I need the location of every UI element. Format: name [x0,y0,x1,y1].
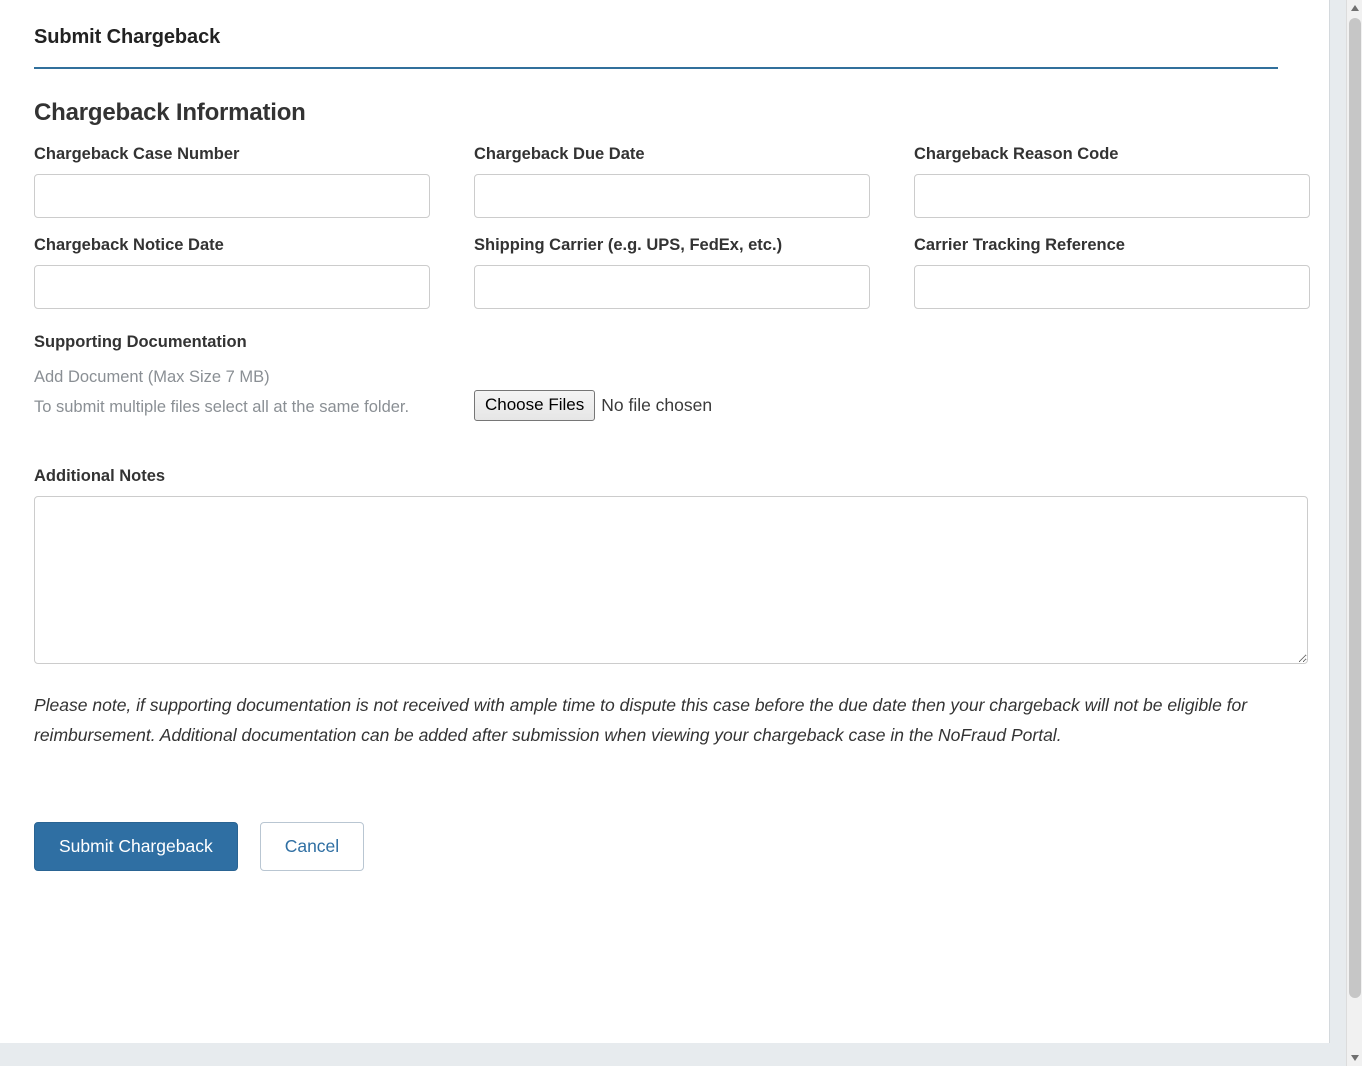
input-chargeback-due-date[interactable] [474,174,870,218]
file-chosen-status: No file chosen [601,395,713,416]
field-chargeback-reason-code [914,145,1310,218]
field-chargeback-notice-date [34,236,474,309]
input-shipping-carrier[interactable] [474,265,870,309]
field-carrier-tracking-reference [914,236,1310,309]
cancel-button[interactable]: Cancel [260,822,364,871]
label-additional-notes: Additional Notes [34,466,166,485]
scroll-down-arrow-icon[interactable] [1347,1050,1362,1066]
disclaimer-text: Please note, if supporting documentation is not received with ample time to dispute this case before the due date then your chargeback will not be eligible for reimbursement. Additional documentation can be added after submission when viewing your chargeback case in the NoFraud Portal. [34,694,1248,745]
input-additional-notes[interactable] [34,496,1308,664]
vertical-scrollbar[interactable] [1346,0,1362,1066]
page-title: Submit Chargeback [34,26,221,48]
label-supporting-documentation: Supporting Documentation [34,333,247,351]
label-chargeback-due-date: Chargeback Due Date [474,145,645,163]
field-chargeback-due-date [474,145,914,218]
additional-notes-section [34,467,1295,664]
submit-chargeback-button[interactable]: Submit Chargeback [34,822,238,871]
form-actions [34,822,1295,911]
choose-files-button[interactable]: Choose Files [474,390,595,421]
title-divider [34,67,1278,69]
scrollbar-thumb[interactable] [1349,18,1361,998]
supporting-documentation-section [34,333,1295,423]
supporting-help-text-block [34,362,474,423]
supporting-documentation-row [34,362,1295,423]
file-upload-control[interactable] [474,362,712,421]
label-chargeback-notice-date: Chargeback Notice Date [34,236,224,254]
chargeback-fields-grid [34,145,1295,327]
input-carrier-tracking-reference[interactable] [914,265,1310,309]
field-shipping-carrier [474,236,914,309]
scroll-up-arrow-icon[interactable] [1347,0,1362,16]
field-chargeback-case-number [34,145,474,218]
supporting-help-line-1: Add Document (Max Size 7 MB) [34,368,270,386]
label-carrier-tracking-reference: Carrier Tracking Reference [914,236,1125,254]
label-chargeback-reason-code: Chargeback Reason Code [914,145,1119,163]
input-chargeback-case-number[interactable] [34,174,430,218]
label-chargeback-case-number: Chargeback Case Number [34,145,240,163]
section-title-chargeback-information: Chargeback Information [34,99,306,126]
page-bottom-strip [0,1043,1346,1066]
input-chargeback-reason-code[interactable] [914,174,1310,218]
supporting-help-line-2: To submit multiple files select all at the same folder. [34,398,410,417]
input-chargeback-notice-date[interactable] [34,265,430,309]
label-shipping-carrier: Shipping Carrier (e.g. UPS, FedEx, etc.) [474,236,783,254]
